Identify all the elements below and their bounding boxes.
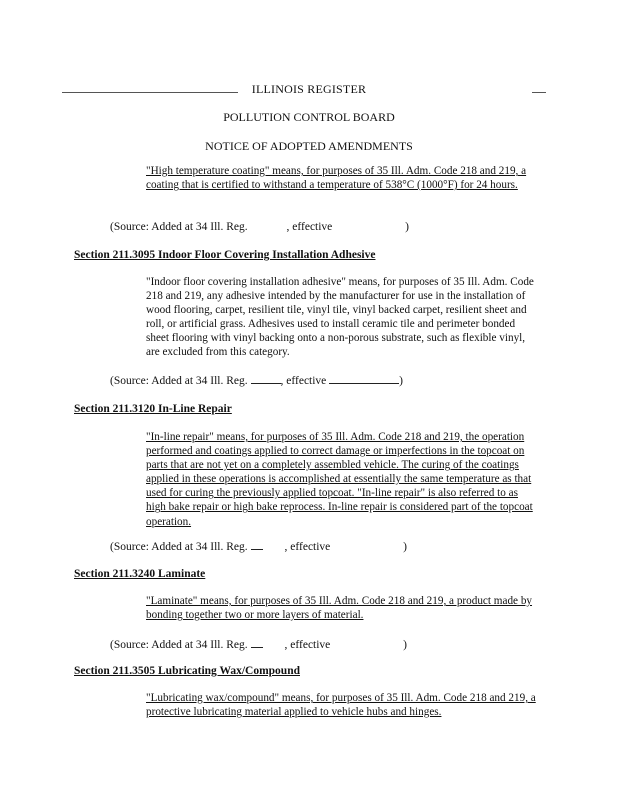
source-note [110, 221, 409, 233]
source-end: ) [405, 221, 410, 233]
blank-line [251, 539, 263, 550]
source-end: ) [399, 375, 404, 387]
source-note [110, 539, 407, 553]
board-title: POLLUTION CONTROL BOARD [223, 110, 395, 124]
source-mid: , effective [284, 541, 331, 553]
source-end: ) [403, 541, 408, 553]
source-prefix: (Source: Added at 34 Ill. Reg. [110, 375, 248, 387]
section-definition: "Laminate" means, for purposes of 35 Ill. Adm. Code 218 and 219, a product made by bonding together two or more layers of material. [146, 595, 533, 622]
source-prefix: (Source: Added at 34 Ill. Reg. [110, 639, 248, 651]
blank-line [251, 637, 263, 648]
blank-line [329, 373, 399, 384]
blank-line [251, 373, 281, 384]
section-heading: Section 211.3095 Indoor Floor Covering Installation Adhesive [74, 249, 376, 261]
source-mid: , effective [286, 221, 333, 233]
notice-title: NOTICE OF ADOPTED AMENDMENTS [205, 139, 413, 153]
section-heading: Section 211.3120 In-Line Repair [74, 403, 232, 415]
source-note [110, 373, 403, 387]
section-definition: "In-line repair" means, for purposes of 35 Ill. Adm. Code 218 and 219, the operation performed and coatings applied to correct damage or imperfections in the topcoat on parts that are not yet on a completely assembled vehicle. The curing of the coatings applied in these operations is accomplished at essentially the same temperature as that used for curing the previously applied topcoat. "In-line repair" is also referred to as high bake repair or high bake reprocess. In-line repair is considered part of the topcoat operation. [146, 431, 533, 528]
section-heading: Section 211.3505 Lubricating Wax/Compound [74, 665, 300, 677]
source-mid: , effective [284, 639, 331, 651]
section-definition: "Lubricating wax/compound" means, for purposes of 35 Ill. Adm. Code 218 and 219, a protective lubricating material applied to vehicle hubs and hinges. [146, 692, 536, 719]
source-prefix: (Source: Added at 34 Ill. Reg. [110, 221, 248, 233]
source-prefix: (Source: Added at 34 Ill. Reg. [110, 541, 248, 553]
section-heading: Section 211.3240 Laminate [74, 568, 206, 580]
register-title: ILLINOIS REGISTER [251, 82, 367, 96]
source-mid: , effective [280, 375, 327, 387]
source-note [110, 637, 407, 651]
source-end: ) [403, 639, 408, 651]
section-definition: "Indoor floor covering installation adhesive" means, for purposes of 35 Ill. Adm. Code 218 and 219, any adhesive intended by the manufacturer for use in the installation of wood flooring, carpet, resilient tile, vinyl tile, vinyl backed carpet, resilient sheet and roll, or artificial grass. Adhesives used to install ceramic tile and perimeter bonded sheet flooring with vinyl backing onto a non-porous substrate, such as flexible vinyl, are excluded from this category. [146, 276, 534, 359]
definition-high-temperature-coating: "High temperature coating" means, for purposes of 35 Ill. Adm. Code 218 and 219, a coating that is certified to withstand a temperature of 538°C (1000°F) for 24 hours. [146, 165, 527, 192]
